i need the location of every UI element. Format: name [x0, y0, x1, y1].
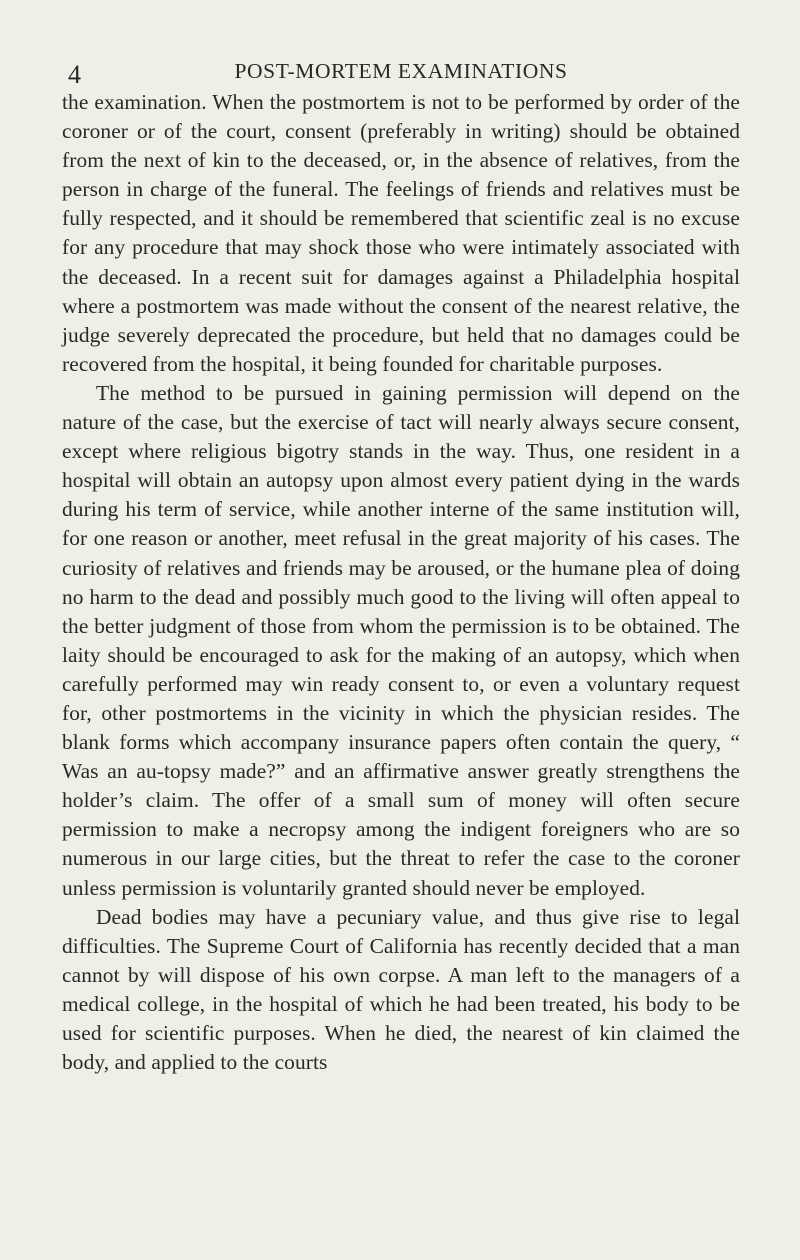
paragraph-3: Dead bodies may have a pecuniary value, and thus give rise to legal difficulties. The Supreme Court of California has recently decided that a man cannot by will dispose of his own corpse. A man left to the managers of a medical college, in the hospital of which he had been treated, his body to be used for scientific purposes. When he died, the nearest of kin claimed the body, and applied to the courts: [62, 904, 740, 1075]
body-text: [62, 88, 740, 1077]
page-number: 4: [68, 60, 81, 89]
page-header: [62, 58, 740, 88]
paragraph-1: the examination. When the postmortem is not to be performed by order of the coroner or of the court, consent (preferably in writing) should be obtained from the next of kin to the deceased, or, in the absence of relatives, from the person in charge of the funeral. The feelings of friends and relatives must be fully respected, and it should be remembered that scientific zeal is no excuse for any procedure that may shock those who were intimately associated with the deceased. In a recent suit for damages against a Philadelphia hospital where a postmortem was made without the consent of the nearest relative, the judge severely deprecated the procedure, but held that no damages could be recovered from the hospital, it being founded for charitable purposes.: [62, 90, 740, 376]
running-title: POST-MORTEM EXAMINATIONS: [234, 59, 568, 83]
paragraph-2: The method to be pursued in gaining permission will depend on the nature of the case, but the exercise of tact will nearly always secure consent, except where religious bigotry stands in the way. Thus, one resident in a hospital will obtain an autopsy upon almost every patient dying in the wards during his term of service, while another interne of the same institution will, for one reason or another, meet refusal in the great majority of his cases. The curiosity of relatives and friends may be aroused, or the humane plea of doing no harm to the dead and possibly much good to the living will often appeal to the better judgment of those from whom the permission is to be obtained. The laity should be encouraged to ask for the making of an autopsy, which when carefully performed may win ready consent to, or even a voluntary request for, other postmortems in the vicinity in which the physician resides. The blank forms which accompany insurance papers often contain the query, “ Was an au-topsy made?” and an affirmative answer greatly strengthens the holder’s claim. The offer of a small sum of money will often secure permission to make a necropsy among the indigent foreigners who are so numerous in our large cities, but the threat to refer the case to the coroner unless permission is voluntarily granted should never be employed.: [62, 380, 740, 900]
